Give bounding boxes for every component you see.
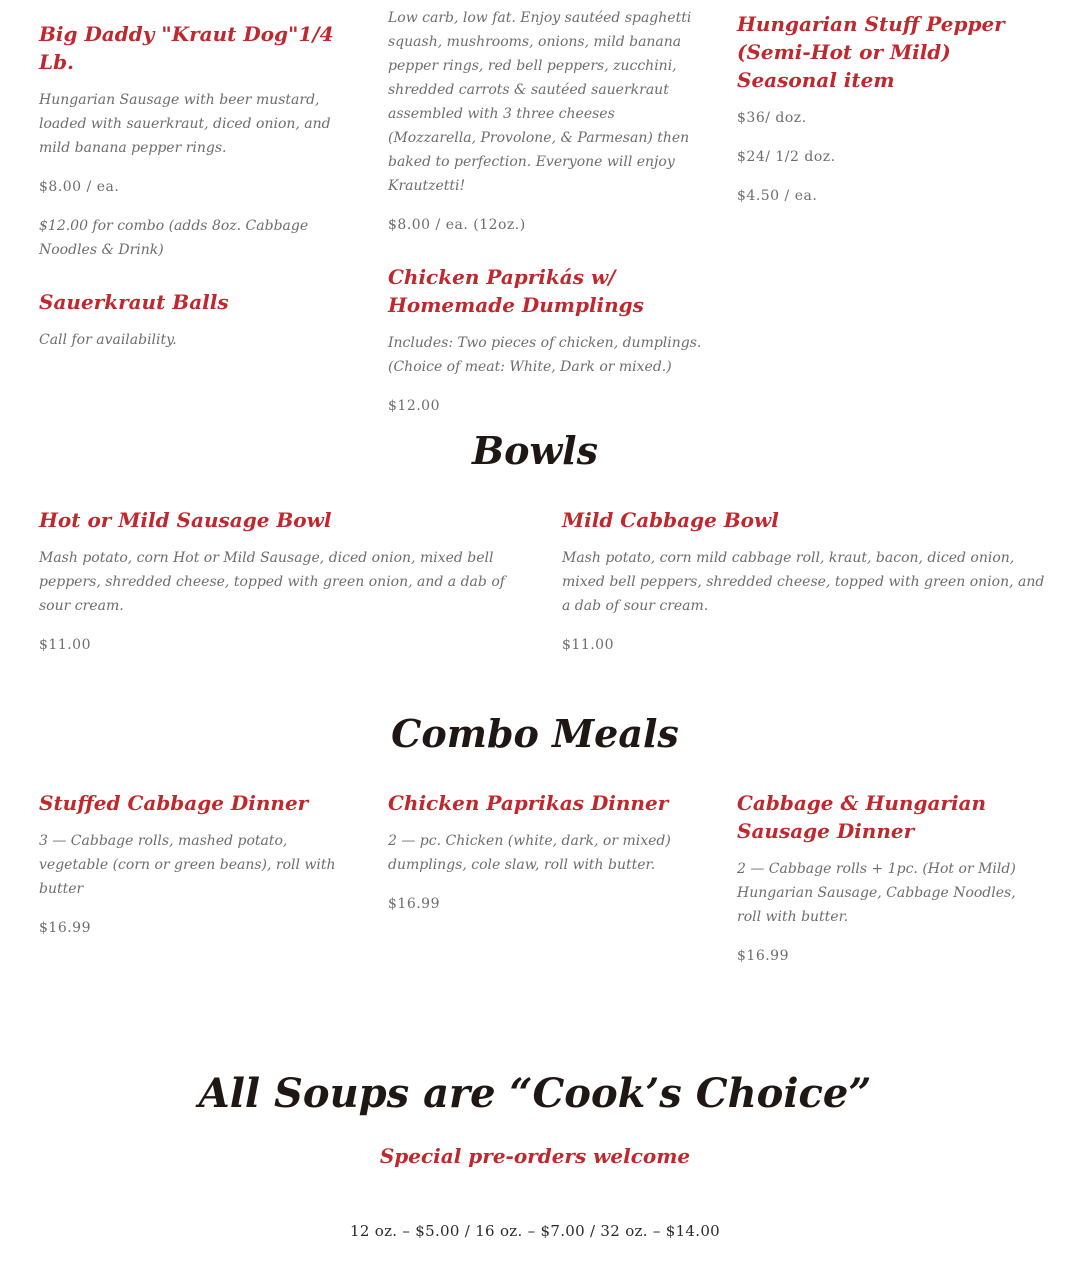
section-title-bowls: Bowls (471, 428, 598, 473)
section-title-combo-meals: Combo Meals (391, 711, 679, 756)
menu-column-2 (388, 6, 706, 433)
item-title: Stuffed Cabbage Dinner (39, 791, 309, 815)
item-description: Mash potato, corn Hot or Mild Sausage, diced onion, mixed bell peppers, shredded cheese, topped with green onion, and a dab of sour cream. (39, 550, 505, 614)
menu-item-big-daddy (39, 20, 357, 262)
item-description: Mash potato, corn mild cabbage roll, kraut, bacon, diced onion, mixed bell peppers, shredded cheese, topped with green onion, and a dab of sour cream. (562, 550, 1045, 614)
menu-item-chicken-paprikas (388, 263, 706, 418)
item-price: $16.99 (737, 948, 789, 964)
item-description: Includes: Two pieces of chicken, dumplings. (Choice of meat: White, Dark or mixed.) (388, 335, 702, 375)
item-price: $11.00 (39, 637, 91, 653)
item-title: Hot or Mild Sausage Bowl (39, 508, 332, 532)
menu-item-chicken-paprikas-dinner (388, 789, 706, 931)
item-combo-price: $12.00 for combo (adds 8oz. Cabbage Noodles & Drink) (39, 218, 309, 258)
item-title: Sauerkraut Balls (39, 290, 229, 314)
item-price-dozen: $36/ doz. (737, 110, 807, 126)
menu-item-stuffed-cabbage-dinner (39, 789, 357, 955)
item-price-each: $4.50 / ea. (737, 188, 818, 204)
menu-column-3 (737, 10, 1037, 223)
item-price: $12.00 (388, 398, 440, 414)
menu-item-stuff-pepper (737, 10, 1037, 208)
item-description: 2 — pc. Chicken (white, dark, or mixed) dumplings, cole slaw, roll with butter. (388, 833, 671, 873)
item-title: Hungarian Stuff Pepper (Semi-Hot or Mild) Seasonal item (737, 12, 1005, 92)
menu-item-sauerkraut-balls (39, 288, 357, 352)
item-price: $8.00 / ea. (39, 179, 120, 195)
menu-item-sausage-bowl (39, 506, 524, 672)
item-description: Call for availability. (39, 332, 177, 348)
item-price: $16.99 (39, 920, 91, 936)
item-title: Chicken Paprikas Dinner (388, 791, 669, 815)
menu-column-1 (39, 20, 357, 367)
section-title-soups: All Soups are “Cook’s Choice” (198, 1070, 872, 1117)
soups-subtitle: Special pre-orders welcome (379, 1144, 691, 1168)
item-price-half-dozen: $24/ 1/2 doz. (737, 149, 836, 165)
item-description: Hungarian Sausage with beer mustard, loaded with sauerkraut, diced onion, and mild banana pepper rings. (39, 92, 331, 156)
item-title: Chicken Paprikás w/ Homemade Dumplings (388, 265, 644, 317)
menu-item-cabbage-bowl (562, 506, 1047, 672)
item-description: 2 — Cabbage rolls + 1pc. (Hot or Mild) Hungarian Sausage, Cabbage Noodles, roll with butter. (737, 861, 1016, 925)
item-price: $8.00 / ea. (12oz.) (388, 217, 526, 233)
item-title: Cabbage & Hungarian Sausage Dinner (737, 791, 987, 843)
item-description: Low carb, low fat. Enjoy sautéed spaghetti squash, mushrooms, onions, mild banana pepper rings, red bell peppers, zucchini, shredded carrots & sautéed sauerkraut assembled with 3 three cheeses (Mozzarella, Provolone, & Parmesan) then baked to perfection. Everyone will enjoy Krautzetti! (388, 10, 692, 194)
item-price: $16.99 (388, 896, 440, 912)
item-title: Big Daddy "Kraut Dog"1/4 Lb. (39, 22, 334, 74)
item-price: $11.00 (562, 637, 614, 653)
item-description: 3 — Cabbage rolls, mashed potato, vegetable (corn or green beans), roll with butter (39, 833, 336, 897)
menu-item-krautzetti (388, 6, 706, 237)
item-title: Mild Cabbage Bowl (562, 508, 779, 532)
soups-prices: 12 oz. – $5.00 / 16 oz. – $7.00 / 32 oz. – $14.00 (349, 1222, 721, 1240)
menu-item-cabbage-sausage-dinner (737, 789, 1042, 983)
